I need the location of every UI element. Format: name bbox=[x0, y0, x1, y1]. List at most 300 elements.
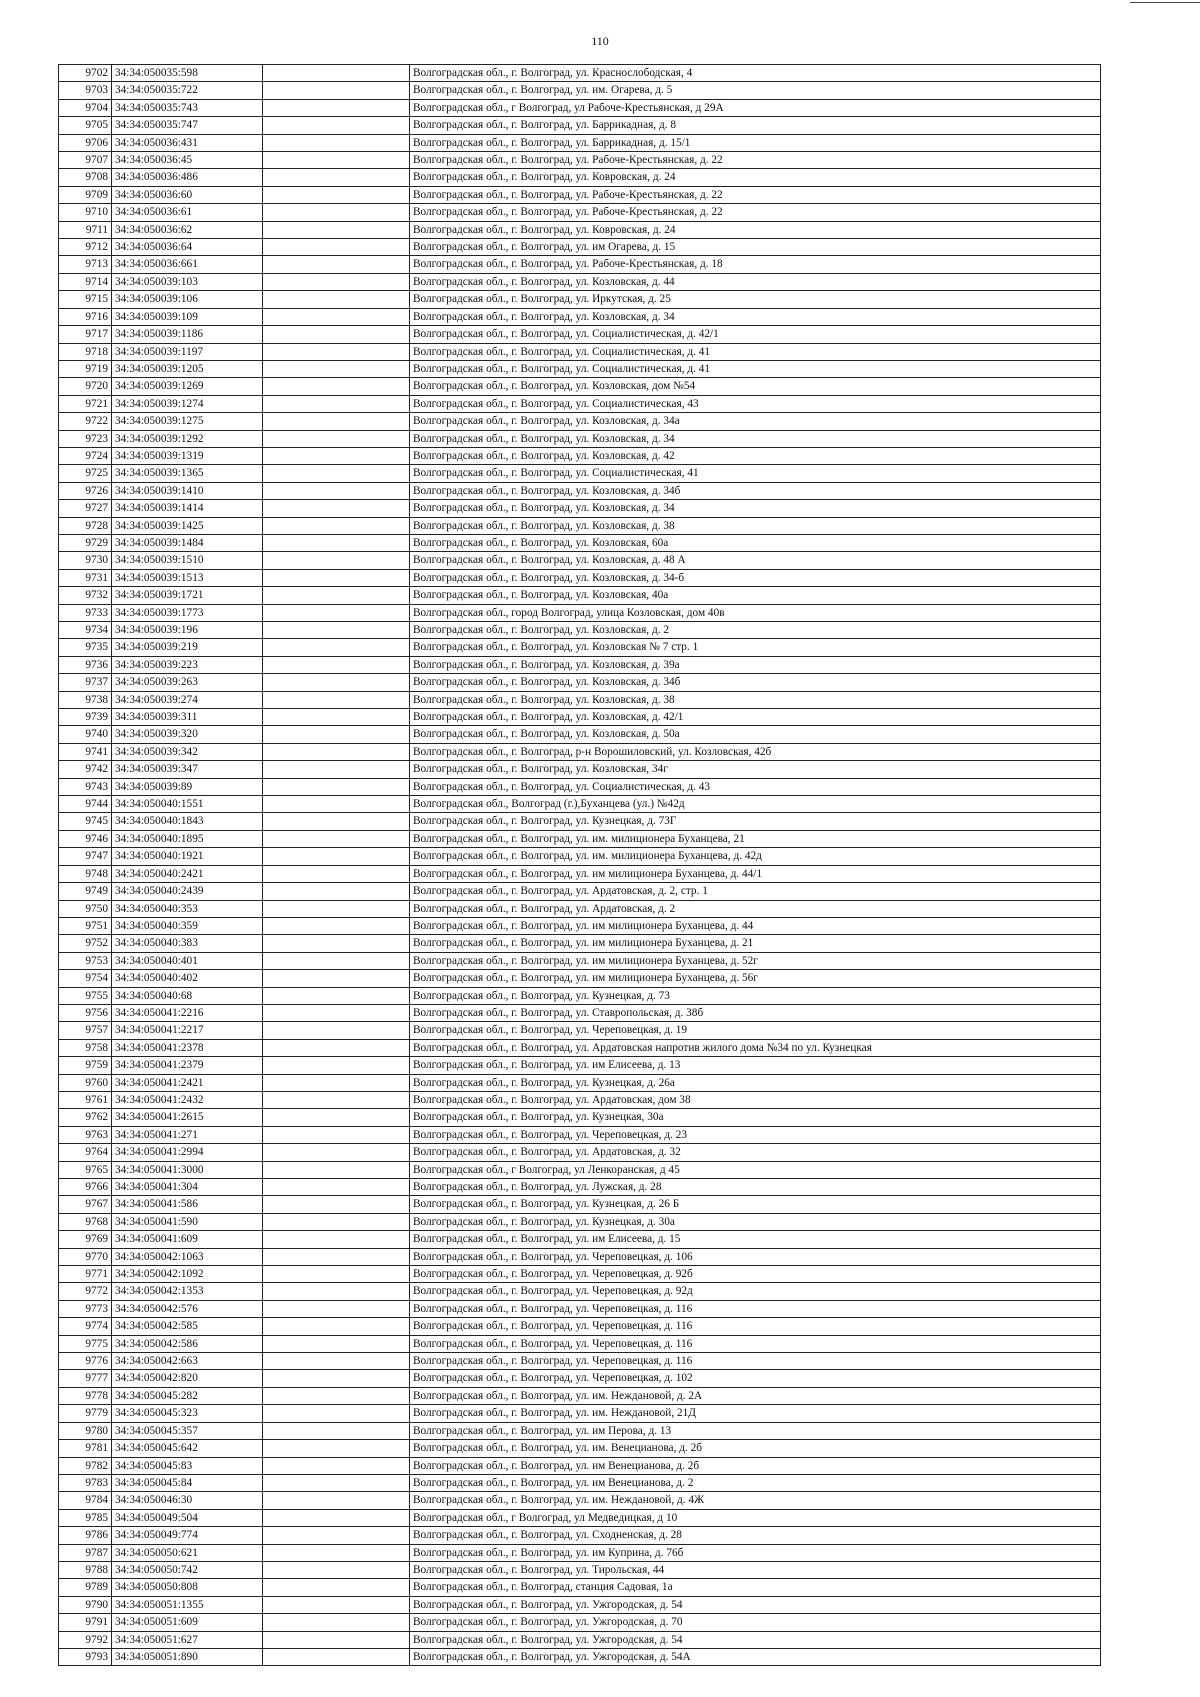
cadastral-number-cell: 34:34:050041:586 bbox=[112, 1196, 263, 1213]
row-number-cell: 9732 bbox=[59, 587, 112, 604]
row-number-cell: 9780 bbox=[59, 1422, 112, 1439]
blank-cell bbox=[263, 1300, 410, 1317]
table-row bbox=[59, 152, 1101, 169]
address-cell: Волгоградская обл., г. Волгоград, ул. Козловская, 34г bbox=[410, 761, 1101, 778]
table-row bbox=[59, 883, 1101, 900]
row-number-cell: 9703 bbox=[59, 82, 112, 99]
cadastral-number-cell: 34:34:050036:431 bbox=[112, 134, 263, 151]
cadastral-number-cell: 34:34:050036:60 bbox=[112, 186, 263, 203]
cadastral-number-cell: 34:34:050045:84 bbox=[112, 1474, 263, 1491]
address-cell: Волгоградская обл., г. Волгоград, ул. им. милиционера Буханцева, 21 bbox=[410, 830, 1101, 847]
row-number-cell: 9777 bbox=[59, 1370, 112, 1387]
blank-cell bbox=[263, 1022, 410, 1039]
cadastral-number-cell: 34:34:050051:609 bbox=[112, 1614, 263, 1631]
blank-cell bbox=[263, 1144, 410, 1161]
cadastral-number-cell: 34:34:050041:271 bbox=[112, 1126, 263, 1143]
table-row bbox=[59, 343, 1101, 360]
address-cell: Волгоградская обл., г. Волгоград, ул. им. Неждановой, 21Д bbox=[410, 1405, 1101, 1422]
blank-cell bbox=[263, 1004, 410, 1021]
cadastral-number-cell: 34:34:050039:196 bbox=[112, 622, 263, 639]
row-number-cell: 9713 bbox=[59, 256, 112, 273]
cadastral-number-cell: 34:34:050040:2439 bbox=[112, 883, 263, 900]
table-row bbox=[59, 848, 1101, 865]
cadastral-number-cell: 34:34:050041:2217 bbox=[112, 1022, 263, 1039]
table-row bbox=[59, 1074, 1101, 1091]
address-cell: Волгоградская обл., г. Волгоград, ул. Козловская, 60а bbox=[410, 534, 1101, 551]
address-cell: Волгоградская обл., г. Волгоград, ул. им. Неждановой, д. 4Ж bbox=[410, 1492, 1101, 1509]
table-row bbox=[59, 1300, 1101, 1317]
table-row bbox=[59, 1248, 1101, 1265]
address-cell: Волгоградская обл., г. Волгоград, ул. Тирольская, 44 bbox=[410, 1561, 1101, 1578]
row-number-cell: 9733 bbox=[59, 604, 112, 621]
cadastral-number-cell: 34:34:050039:219 bbox=[112, 639, 263, 656]
address-cell: Волгоградская обл., г. Волгоград, ул. Череповецкая, д. 23 bbox=[410, 1126, 1101, 1143]
cadastral-number-cell: 34:34:050039:1319 bbox=[112, 447, 263, 464]
address-cell: Волгоградская обл., г. Волгоград, ул. Рабоче-Крестьянская, д. 22 bbox=[410, 204, 1101, 221]
blank-cell bbox=[263, 1248, 410, 1265]
cadastral-number-cell: 34:34:050042:1092 bbox=[112, 1266, 263, 1283]
row-number-cell: 9708 bbox=[59, 169, 112, 186]
cadastral-number-cell: 34:34:050045:323 bbox=[112, 1405, 263, 1422]
table-row bbox=[59, 709, 1101, 726]
table-row bbox=[59, 360, 1101, 377]
address-cell: Волгоградская обл., г. Волгоград, ул. Социалистическая, 43 bbox=[410, 395, 1101, 412]
address-cell: Волгоградская обл., г. Волгоград, ул. Рабоче-Крестьянская, д. 22 bbox=[410, 186, 1101, 203]
table-row bbox=[59, 1648, 1101, 1665]
address-cell: Волгоградская обл., г Волгоград, ул Медведицкая, д 10 bbox=[410, 1509, 1101, 1526]
row-number-cell: 9769 bbox=[59, 1231, 112, 1248]
address-cell: Волгоградская обл., г. Волгоград, ул. им милиционера Буханцева, д. 52г bbox=[410, 952, 1101, 969]
address-cell: Волгоградская обл., г. Волгоград, ул. Череповецкая, д. 106 bbox=[410, 1248, 1101, 1265]
blank-cell bbox=[263, 709, 410, 726]
blank-cell bbox=[263, 1231, 410, 1248]
cadastral-number-cell: 34:34:050039:89 bbox=[112, 778, 263, 795]
address-cell: Волгоградская обл., г. Волгоград, ул. им. Неждановой, д. 2А bbox=[410, 1387, 1101, 1404]
cadastral-number-cell: 34:34:050036:62 bbox=[112, 221, 263, 238]
cadastral-number-cell: 34:34:050045:282 bbox=[112, 1387, 263, 1404]
address-cell: Волгоградская обл., г. Волгоград, ул. Ужгородская, д. 54 bbox=[410, 1631, 1101, 1648]
address-cell: Волгоградская обл., г. Волгоград, ул. Козловская, д. 34а bbox=[410, 413, 1101, 430]
row-number-cell: 9779 bbox=[59, 1405, 112, 1422]
row-number-cell: 9717 bbox=[59, 326, 112, 343]
row-number-cell: 9723 bbox=[59, 430, 112, 447]
cadastral-number-cell: 34:34:050045:83 bbox=[112, 1457, 263, 1474]
row-number-cell: 9785 bbox=[59, 1509, 112, 1526]
blank-cell bbox=[263, 900, 410, 917]
cadastral-number-cell: 34:34:050039:103 bbox=[112, 273, 263, 290]
cadastral-number-cell: 34:34:050039:263 bbox=[112, 674, 263, 691]
row-number-cell: 9749 bbox=[59, 883, 112, 900]
address-cell: Волгоградская обл., г. Волгоград, ул. Череповецкая, д. 92б bbox=[410, 1266, 1101, 1283]
blank-cell bbox=[263, 935, 410, 952]
table-row bbox=[59, 1544, 1101, 1561]
cadastral-number-cell: 34:34:050039:1197 bbox=[112, 343, 263, 360]
row-number-cell: 9793 bbox=[59, 1648, 112, 1665]
address-cell: Волгоградская обл., г. Волгоград, ул. Краснослободская, 4 bbox=[410, 65, 1101, 82]
cadastral-number-cell: 34:34:050040:402 bbox=[112, 970, 263, 987]
table-row bbox=[59, 1231, 1101, 1248]
table-row bbox=[59, 308, 1101, 325]
cadastral-number-cell: 34:34:050041:2994 bbox=[112, 1144, 263, 1161]
blank-cell bbox=[263, 1335, 410, 1352]
row-number-cell: 9711 bbox=[59, 221, 112, 238]
row-number-cell: 9789 bbox=[59, 1579, 112, 1596]
blank-cell bbox=[263, 1457, 410, 1474]
row-number-cell: 9735 bbox=[59, 639, 112, 656]
address-cell: Волгоградская обл., г. Волгоград, ул. Козловская, д. 50а bbox=[410, 726, 1101, 743]
cadastral-number-cell: 34:34:050041:2378 bbox=[112, 1039, 263, 1056]
address-cell: Волгоградская обл., г. Волгоград, ул. Козловская, д. 38 bbox=[410, 691, 1101, 708]
cadastral-number-cell: 34:34:050039:106 bbox=[112, 291, 263, 308]
cadastral-number-cell: 34:34:050039:1205 bbox=[112, 360, 263, 377]
table-row bbox=[59, 1126, 1101, 1143]
row-number-cell: 9734 bbox=[59, 622, 112, 639]
cadastral-number-cell: 34:34:050035:747 bbox=[112, 117, 263, 134]
blank-cell bbox=[263, 970, 410, 987]
address-cell: Волгоградская обл., г. Волгоград, ул. Ардатовская напротив жилого дома №34 по ул. Кузнецкая bbox=[410, 1039, 1101, 1056]
blank-cell bbox=[263, 1405, 410, 1422]
cadastral-number-cell: 34:34:050049:504 bbox=[112, 1509, 263, 1526]
blank-cell bbox=[263, 465, 410, 482]
address-cell: Волгоградская обл., г. Волгоград, ул. Ардатовская, д. 2 bbox=[410, 900, 1101, 917]
table-row bbox=[59, 1561, 1101, 1578]
cadastral-number-cell: 34:34:050040:383 bbox=[112, 935, 263, 952]
table-row bbox=[59, 291, 1101, 308]
row-number-cell: 9762 bbox=[59, 1109, 112, 1126]
cadastral-number-cell: 34:34:050042:1353 bbox=[112, 1283, 263, 1300]
cadastral-number-cell: 34:34:050039:1410 bbox=[112, 482, 263, 499]
row-number-cell: 9755 bbox=[59, 987, 112, 1004]
table-row bbox=[59, 917, 1101, 934]
table-body bbox=[59, 65, 1101, 1666]
blank-cell bbox=[263, 865, 410, 882]
row-number-cell: 9783 bbox=[59, 1474, 112, 1491]
address-cell: Волгоградская обл., г. Волгоград, ул. Кузнецкая, д. 26а bbox=[410, 1074, 1101, 1091]
table-row bbox=[59, 778, 1101, 795]
blank-cell bbox=[263, 674, 410, 691]
address-cell: Волгоградская обл., г. Волгоград, ул. им милиционера Буханцева, д. 44 bbox=[410, 917, 1101, 934]
table-row bbox=[59, 622, 1101, 639]
row-number-cell: 9745 bbox=[59, 813, 112, 830]
row-number-cell: 9753 bbox=[59, 952, 112, 969]
table-row bbox=[59, 447, 1101, 464]
blank-cell bbox=[263, 1126, 410, 1143]
row-number-cell: 9748 bbox=[59, 865, 112, 882]
cadastral-number-cell: 34:34:050036:64 bbox=[112, 239, 263, 256]
blank-cell bbox=[263, 848, 410, 865]
table-row bbox=[59, 500, 1101, 517]
row-number-cell: 9721 bbox=[59, 395, 112, 412]
cadastral-number-cell: 34:34:050045:642 bbox=[112, 1440, 263, 1457]
cadastral-number-cell: 34:34:050041:2615 bbox=[112, 1109, 263, 1126]
row-number-cell: 9730 bbox=[59, 552, 112, 569]
address-cell: Волгоградская обл., г. Волгоград, ул. Ужгородская, д. 54 bbox=[410, 1596, 1101, 1613]
address-cell: Волгоградская обл., г. Волгоград, ул. Социалистическая, д. 42/1 bbox=[410, 326, 1101, 343]
row-number-cell: 9791 bbox=[59, 1614, 112, 1631]
address-cell: Волгоградская обл., г. Волгоград, ул. Козловская, д. 48 А bbox=[410, 552, 1101, 569]
row-number-cell: 9744 bbox=[59, 796, 112, 813]
row-number-cell: 9767 bbox=[59, 1196, 112, 1213]
table-row bbox=[59, 1457, 1101, 1474]
row-number-cell: 9746 bbox=[59, 830, 112, 847]
table-row bbox=[59, 691, 1101, 708]
cadastral-number-cell: 34:34:050040:1921 bbox=[112, 848, 263, 865]
table-row bbox=[59, 534, 1101, 551]
scan-edge-line bbox=[1130, 2, 1200, 3]
cadastral-number-cell: 34:34:050039:1414 bbox=[112, 500, 263, 517]
cadastral-number-cell: 34:34:050042:820 bbox=[112, 1370, 263, 1387]
row-number-cell: 9738 bbox=[59, 691, 112, 708]
table-row bbox=[59, 256, 1101, 273]
table-row bbox=[59, 186, 1101, 203]
row-number-cell: 9716 bbox=[59, 308, 112, 325]
address-cell: Волгоградская обл., г. Волгоград, ул. Ужгородская, д. 70 bbox=[410, 1614, 1101, 1631]
blank-cell bbox=[263, 1091, 410, 1108]
address-cell: Волгоградская обл., г. Волгоград, ул. Социалистическая, д. 41 bbox=[410, 360, 1101, 377]
blank-cell bbox=[263, 534, 410, 551]
address-cell: Волгоградская обл., г. Волгоград, ул. Череповецкая, д. 116 bbox=[410, 1300, 1101, 1317]
blank-cell bbox=[263, 1179, 410, 1196]
row-number-cell: 9726 bbox=[59, 482, 112, 499]
blank-cell bbox=[263, 813, 410, 830]
address-cell: Волгоградская обл., г. Волгоград, ул. Лужская, д. 28 bbox=[410, 1179, 1101, 1196]
cadastral-number-cell: 34:34:050045:357 bbox=[112, 1422, 263, 1439]
address-cell: Волгоградская обл., г. Волгоград, ул. Череповецкая, д. 116 bbox=[410, 1335, 1101, 1352]
row-number-cell: 9760 bbox=[59, 1074, 112, 1091]
blank-cell bbox=[263, 517, 410, 534]
row-number-cell: 9790 bbox=[59, 1596, 112, 1613]
table-row bbox=[59, 796, 1101, 813]
blank-cell bbox=[263, 569, 410, 586]
address-cell: Волгоградская обл., г. Волгоград, ул. Козловская, д. 34 bbox=[410, 500, 1101, 517]
row-number-cell: 9770 bbox=[59, 1248, 112, 1265]
cadastral-number-cell: 34:34:050039:311 bbox=[112, 709, 263, 726]
blank-cell bbox=[263, 360, 410, 377]
blank-cell bbox=[263, 1596, 410, 1613]
table-row bbox=[59, 1527, 1101, 1544]
row-number-cell: 9759 bbox=[59, 1057, 112, 1074]
address-cell: Волгоградская обл., г. Волгоград, ул. Козловская, д. 34-б bbox=[410, 569, 1101, 586]
table-row bbox=[59, 1370, 1101, 1387]
address-cell: Волгоградская обл., г. Волгоград, ул. Череповецкая, д. 116 bbox=[410, 1353, 1101, 1370]
blank-cell bbox=[263, 447, 410, 464]
row-number-cell: 9778 bbox=[59, 1387, 112, 1404]
row-number-cell: 9742 bbox=[59, 761, 112, 778]
table-row bbox=[59, 517, 1101, 534]
cadastral-number-cell: 34:34:050039:347 bbox=[112, 761, 263, 778]
cadastral-number-cell: 34:34:050050:742 bbox=[112, 1561, 263, 1578]
address-cell: Волгоградская обл., г. Волгоград, ул. Социалистическая, д. 41 bbox=[410, 343, 1101, 360]
address-cell: Волгоградская обл., г. Волгоград, ул. им Елисеева, д. 13 bbox=[410, 1057, 1101, 1074]
blank-cell bbox=[263, 1509, 410, 1526]
address-cell: Волгоградская обл., г. Волгоград, ул. Ковровская, д. 24 bbox=[410, 169, 1101, 186]
cadastral-number-cell: 34:34:050051:1355 bbox=[112, 1596, 263, 1613]
cadastral-number-cell: 34:34:050039:1274 bbox=[112, 395, 263, 412]
table-row bbox=[59, 221, 1101, 238]
blank-cell bbox=[263, 796, 410, 813]
address-cell: Волгоградская обл., г. Волгоград, ул. Козловская, дом №54 bbox=[410, 378, 1101, 395]
address-cell: Волгоградская обл., г. Волгоград, ул. Баррикадная, д. 15/1 bbox=[410, 134, 1101, 151]
address-cell: Волгоградская обл., г. Волгоград, ул. Баррикадная, д. 8 bbox=[410, 117, 1101, 134]
address-cell: Волгоградская обл., г. Волгоград, ул. им. милиционера Буханцева, д. 42д bbox=[410, 848, 1101, 865]
table-row bbox=[59, 1405, 1101, 1422]
table-row bbox=[59, 239, 1101, 256]
table-row bbox=[59, 1474, 1101, 1491]
cadastral-number-cell: 34:34:050040:401 bbox=[112, 952, 263, 969]
blank-cell bbox=[263, 639, 410, 656]
table-row bbox=[59, 378, 1101, 395]
row-number-cell: 9727 bbox=[59, 500, 112, 517]
blank-cell bbox=[263, 239, 410, 256]
address-cell: Волгоградская обл., г. Волгоград, ул. Череповецкая, д. 19 bbox=[410, 1022, 1101, 1039]
row-number-cell: 9787 bbox=[59, 1544, 112, 1561]
address-cell: Волгоградская обл., г. Волгоград, ул. Козловская, д. 34 bbox=[410, 430, 1101, 447]
table-row bbox=[59, 1196, 1101, 1213]
row-number-cell: 9752 bbox=[59, 935, 112, 952]
address-cell: Волгоградская обл., г. Волгоград, ул. им. Огарева, д. 5 bbox=[410, 82, 1101, 99]
table-row bbox=[59, 1144, 1101, 1161]
blank-cell bbox=[263, 326, 410, 343]
table-row bbox=[59, 900, 1101, 917]
row-number-cell: 9705 bbox=[59, 117, 112, 134]
row-number-cell: 9754 bbox=[59, 970, 112, 987]
table-row bbox=[59, 761, 1101, 778]
blank-cell bbox=[263, 1492, 410, 1509]
row-number-cell: 9756 bbox=[59, 1004, 112, 1021]
cadastral-number-cell: 34:34:050041:2379 bbox=[112, 1057, 263, 1074]
blank-cell bbox=[263, 917, 410, 934]
blank-cell bbox=[263, 622, 410, 639]
blank-cell bbox=[263, 1074, 410, 1091]
address-cell: Волгоградская обл., г. Волгоград, ул. Ужгородская, д. 54А bbox=[410, 1648, 1101, 1665]
table-row bbox=[59, 134, 1101, 151]
table-row bbox=[59, 987, 1101, 1004]
address-cell: Волгоградская обл., г. Волгоград, ул. Козловская, д. 34б bbox=[410, 482, 1101, 499]
blank-cell bbox=[263, 1422, 410, 1439]
table-row bbox=[59, 482, 1101, 499]
row-number-cell: 9772 bbox=[59, 1283, 112, 1300]
cadastral-number-cell: 34:34:050041:590 bbox=[112, 1213, 263, 1230]
blank-cell bbox=[263, 1353, 410, 1370]
table-row bbox=[59, 1091, 1101, 1108]
cadastral-number-cell: 34:34:050035:743 bbox=[112, 99, 263, 116]
address-cell: Волгоградская обл., Волгоград (г.),Буханцева (ул.) №42д bbox=[410, 796, 1101, 813]
address-cell: Волгоградская обл., г. Волгоград, ул. Козловская, д. 34 bbox=[410, 308, 1101, 325]
blank-cell bbox=[263, 604, 410, 621]
address-cell: Волгоградская обл., г. Волгоград, ул. Социалистическая, 41 bbox=[410, 465, 1101, 482]
address-cell: Волгоградская обл., г. Волгоград, ул. Козловская № 7 стр. 1 bbox=[410, 639, 1101, 656]
address-cell: Волгоградская обл., г. Волгоград, ул. Кузнецкая, 30а bbox=[410, 1109, 1101, 1126]
row-number-cell: 9736 bbox=[59, 656, 112, 673]
page-number: 110 bbox=[591, 34, 609, 48]
blank-cell bbox=[263, 82, 410, 99]
row-number-cell: 9792 bbox=[59, 1631, 112, 1648]
address-cell: Волгоградская обл., г. Волгоград, ул. Козловская, д. 42 bbox=[410, 447, 1101, 464]
table-row bbox=[59, 970, 1101, 987]
cadastral-number-cell: 34:34:050042:663 bbox=[112, 1353, 263, 1370]
address-cell: Волгоградская обл., г. Волгоград, ул. Козловская, д. 44 bbox=[410, 273, 1101, 290]
cadastral-number-cell: 34:34:050042:576 bbox=[112, 1300, 263, 1317]
table-row bbox=[59, 569, 1101, 586]
row-number-cell: 9776 bbox=[59, 1353, 112, 1370]
table-row bbox=[59, 743, 1101, 760]
row-number-cell: 9722 bbox=[59, 413, 112, 430]
blank-cell bbox=[263, 308, 410, 325]
blank-cell bbox=[263, 430, 410, 447]
blank-cell bbox=[263, 221, 410, 238]
table-row bbox=[59, 1387, 1101, 1404]
row-number-cell: 9707 bbox=[59, 152, 112, 169]
address-cell: Волгоградская обл., г. Волгоград, ул. им милиционера Буханцева, д. 44/1 bbox=[410, 865, 1101, 882]
row-number-cell: 9715 bbox=[59, 291, 112, 308]
row-number-cell: 9765 bbox=[59, 1161, 112, 1178]
cadastral-number-cell: 34:34:050040:353 bbox=[112, 900, 263, 917]
table-row bbox=[59, 465, 1101, 482]
table-row bbox=[59, 552, 1101, 569]
cadastral-number-cell: 34:34:050039:1425 bbox=[112, 517, 263, 534]
cadastral-number-cell: 34:34:050035:722 bbox=[112, 82, 263, 99]
row-number-cell: 9768 bbox=[59, 1213, 112, 1230]
table-row bbox=[59, 413, 1101, 430]
cadastral-number-cell: 34:34:050040:1895 bbox=[112, 830, 263, 847]
address-cell: Волгоградская обл., г. Волгоград, ул. Козловская, 40а bbox=[410, 587, 1101, 604]
address-cell: Волгоградская обл., г. Волгоград, р-н Ворошиловский, ул. Козловская, 42б bbox=[410, 743, 1101, 760]
blank-cell bbox=[263, 413, 410, 430]
cadastral-number-cell: 34:34:050051:627 bbox=[112, 1631, 263, 1648]
blank-cell bbox=[263, 1370, 410, 1387]
blank-cell bbox=[263, 1161, 410, 1178]
table-row bbox=[59, 604, 1101, 621]
row-number-cell: 9747 bbox=[59, 848, 112, 865]
row-number-cell: 9720 bbox=[59, 378, 112, 395]
table-row bbox=[59, 1335, 1101, 1352]
cadastral-number-cell: 34:34:050039:1269 bbox=[112, 378, 263, 395]
cadastral-number-cell: 34:34:050039:1365 bbox=[112, 465, 263, 482]
address-cell: Волгоградская обл., г. Волгоград, ул. Сходненская, д. 28 bbox=[410, 1527, 1101, 1544]
blank-cell bbox=[263, 291, 410, 308]
cadastral-number-cell: 34:34:050041:2216 bbox=[112, 1004, 263, 1021]
blank-cell bbox=[263, 1544, 410, 1561]
blank-cell bbox=[263, 552, 410, 569]
row-number-cell: 9774 bbox=[59, 1318, 112, 1335]
blank-cell bbox=[263, 1266, 410, 1283]
row-number-cell: 9750 bbox=[59, 900, 112, 917]
blank-cell bbox=[263, 726, 410, 743]
cadastral-number-cell: 34:34:050042:1063 bbox=[112, 1248, 263, 1265]
table-row bbox=[59, 65, 1101, 82]
cadastral-number-cell: 34:34:050039:1721 bbox=[112, 587, 263, 604]
table-row bbox=[59, 1596, 1101, 1613]
table-row bbox=[59, 204, 1101, 221]
address-cell: Волгоградская обл., г. Волгоград, ул. Ардатовская, д. 32 bbox=[410, 1144, 1101, 1161]
cadastral-number-cell: 34:34:050041:2432 bbox=[112, 1091, 263, 1108]
cadastral-number-cell: 34:34:050039:1510 bbox=[112, 552, 263, 569]
cadastral-number-cell: 34:34:050040:359 bbox=[112, 917, 263, 934]
row-number-cell: 9751 bbox=[59, 917, 112, 934]
row-number-cell: 9775 bbox=[59, 1335, 112, 1352]
address-cell: Волгоградская обл., г. Волгоград, ул. Козловская, д. 42/1 bbox=[410, 709, 1101, 726]
table-row bbox=[59, 830, 1101, 847]
table-row bbox=[59, 656, 1101, 673]
row-number-cell: 9728 bbox=[59, 517, 112, 534]
table-row bbox=[59, 82, 1101, 99]
row-number-cell: 9725 bbox=[59, 465, 112, 482]
cadastral-number-cell: 34:34:050041:3000 bbox=[112, 1161, 263, 1178]
table-row bbox=[59, 1161, 1101, 1178]
address-cell: Волгоградская обл., г. Волгоград, ул. Кузнецкая, д. 26 Б bbox=[410, 1196, 1101, 1213]
cadastral-number-cell: 34:34:050042:585 bbox=[112, 1318, 263, 1335]
cadastral-number-cell: 34:34:050036:45 bbox=[112, 152, 263, 169]
